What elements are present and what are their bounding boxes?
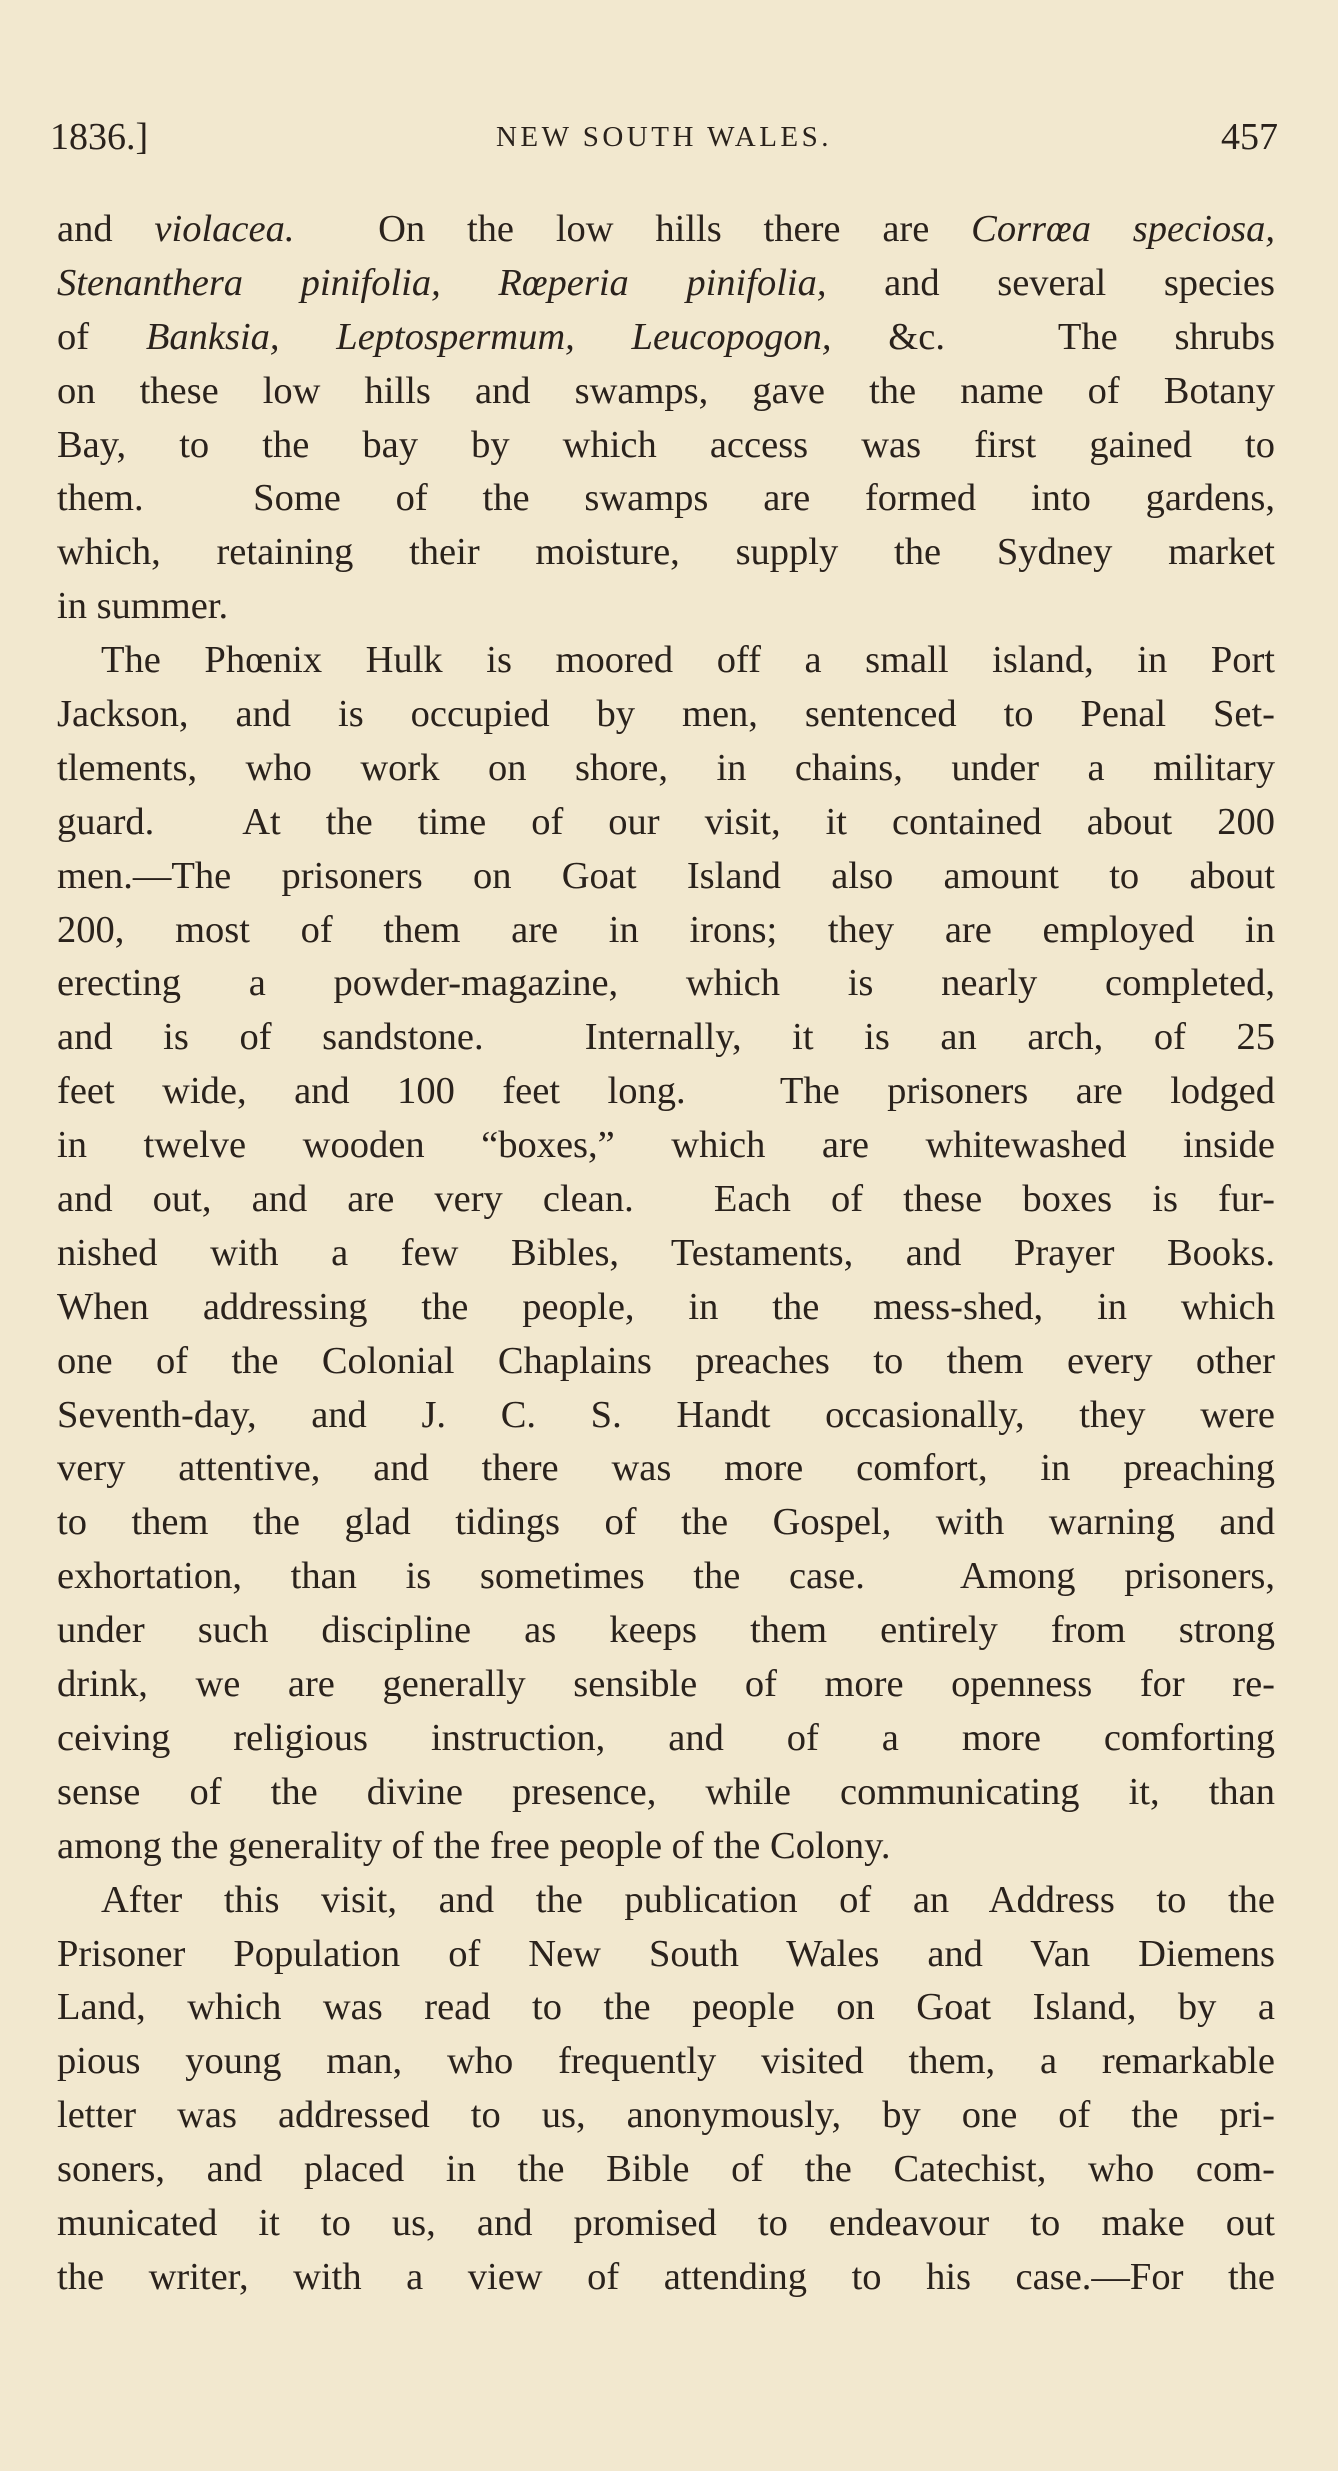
- text-segment: sense of the divine presence, while communicating it, than: [57, 1770, 1275, 1813]
- text-line: [57, 850, 1275, 904]
- text-segment: them. Some of the swamps are formed into gardens,: [57, 477, 1275, 520]
- text-segment: erecting a powder-magazine, which is nearly completed,: [57, 962, 1275, 1005]
- text-segment: men.—The prisoners on Goat Island also amount to about: [57, 854, 1275, 897]
- text-segment: guard. At the time of our visit, it contained about 200: [57, 800, 1275, 843]
- italic-text: Banksia, Leptospermum, Leucopogon,: [145, 315, 832, 358]
- text-segment: drink, we are generally sensible of more openness for re-: [57, 1663, 1275, 1706]
- page-number: 457: [1221, 116, 1278, 158]
- text-segment: Jackson, and is occupied by men, sentenced to Penal Set-: [57, 693, 1275, 736]
- text-line: [57, 1820, 1275, 1874]
- text-line: [57, 1065, 1275, 1119]
- text-line: [57, 1173, 1275, 1227]
- text-segment: and several species: [826, 261, 1276, 304]
- text-segment: municated it to us, and promised to endeavour to make out: [57, 2201, 1275, 2244]
- text-line: [57, 203, 1275, 257]
- italic-text: Corrœa speciosa,: [971, 208, 1275, 250]
- text-segment: feet wide, and 100 feet long. The prisoners are lodged: [57, 1070, 1275, 1113]
- text-segment: 200, most of them are in irons; they are employed in: [57, 908, 1275, 951]
- running-header: [50, 112, 1278, 162]
- text-segment: on these low hills and swamps, gave the name of Botany: [57, 369, 1275, 412]
- header-year: 1836.]: [50, 116, 149, 158]
- text-line: [57, 2143, 1275, 2197]
- text-line: [57, 1496, 1275, 1550]
- text-segment: &c. The shrubs: [831, 315, 1276, 358]
- text-segment: The Phœnix Hulk is moored off a small island, in Port: [101, 639, 1275, 682]
- text-segment: pious young man, who frequently visited them, a remarkable: [57, 2040, 1275, 2083]
- text-line: [57, 957, 1275, 1011]
- text-line: [57, 1658, 1275, 1712]
- text-segment: soners, and placed in the Bible of the Catechist, who com-: [57, 2148, 1275, 2191]
- text-line: [57, 796, 1275, 850]
- text-segment: and out, and are very clean. Each of these boxes is fur-: [57, 1178, 1275, 1221]
- text-segment: in summer.: [57, 585, 229, 628]
- text-segment: in twelve wooden “boxes,” which are whitewashed inside: [57, 1124, 1275, 1167]
- text-segment: Seventh-day, and J. C. S. Handt occasionally, they were: [57, 1393, 1275, 1436]
- text-line: [57, 365, 1275, 419]
- text-segment: nished with a few Bibles, Testaments, and Prayer Books.: [57, 1231, 1275, 1274]
- text-segment: one of the Colonial Chaplains preaches to them every other: [57, 1339, 1275, 1382]
- text-line: [57, 1389, 1275, 1443]
- body-text: [57, 203, 1275, 2305]
- text-line: [57, 1335, 1275, 1389]
- italic-text: violacea.: [154, 208, 295, 250]
- text-segment: ceiving religious instruction, and of a more comforting: [57, 1716, 1275, 1759]
- text-line: [57, 311, 1275, 365]
- text-line: [57, 472, 1275, 526]
- text-segment: Bay, to the bay by which access was first gained to: [57, 423, 1275, 466]
- text-line: [57, 1011, 1275, 1065]
- italic-text: Stenanthera pinifolia, Rœperia pinifolia,: [57, 261, 827, 304]
- text-line: [57, 580, 1275, 634]
- text-segment: the writer, with a view of attending to his case.—For the: [57, 2255, 1275, 2298]
- text-line: [57, 904, 1275, 958]
- text-line: [57, 1604, 1275, 1658]
- text-segment: letter was addressed to us, anonymously, by one of the pri-: [57, 2094, 1275, 2137]
- text-line: [57, 688, 1275, 742]
- text-segment: and: [57, 208, 155, 250]
- text-line: [57, 1442, 1275, 1496]
- text-line: [57, 634, 1275, 688]
- text-line: [57, 1550, 1275, 1604]
- text-line: [57, 257, 1275, 311]
- text-segment: very attentive, and there was more comfort, in preaching: [57, 1447, 1275, 1490]
- text-line: [57, 2089, 1275, 2143]
- text-segment: to them the glad tidings of the Gospel, with warning and: [57, 1501, 1275, 1544]
- text-line: [57, 1281, 1275, 1335]
- text-segment: exhortation, than is sometimes the case. Among prisoners,: [57, 1555, 1275, 1598]
- text-line: [57, 419, 1275, 473]
- text-line: [57, 1981, 1275, 2035]
- header-title: NEW SOUTH WALES.: [495, 121, 833, 153]
- text-segment: After this visit, and the publication of an Address to the: [101, 1878, 1275, 1921]
- text-line: [57, 1766, 1275, 1820]
- text-line: [57, 1874, 1275, 1928]
- text-segment: When addressing the people, in the mess-shed, in which: [57, 1285, 1275, 1328]
- text-line: [57, 1227, 1275, 1281]
- text-line: [57, 1712, 1275, 1766]
- text-line: [57, 1119, 1275, 1173]
- text-line: [57, 1928, 1275, 1982]
- text-line: [57, 2251, 1275, 2305]
- text-line: [57, 526, 1275, 580]
- text-line: [57, 2035, 1275, 2089]
- text-segment: among the generality of the free people of the Colony.: [57, 1824, 891, 1867]
- text-segment: Prisoner Population of New South Wales and Van Diemens: [57, 1932, 1275, 1975]
- text-segment: under such discipline as keeps them entirely from strong: [57, 1609, 1275, 1652]
- text-segment: of: [57, 315, 146, 358]
- text-segment: and is of sandstone. Internally, it is an arch, of 25: [57, 1016, 1275, 1059]
- text-segment: On the low hills there are: [294, 208, 972, 250]
- text-segment: tlements, who work on shore, in chains, under a military: [57, 746, 1275, 789]
- text-segment: which, retaining their moisture, supply the Sydney market: [57, 531, 1275, 574]
- text-line: [57, 2197, 1275, 2251]
- text-segment: Land, which was read to the people on Goat Island, by a: [57, 1986, 1275, 2029]
- text-line: [57, 742, 1275, 796]
